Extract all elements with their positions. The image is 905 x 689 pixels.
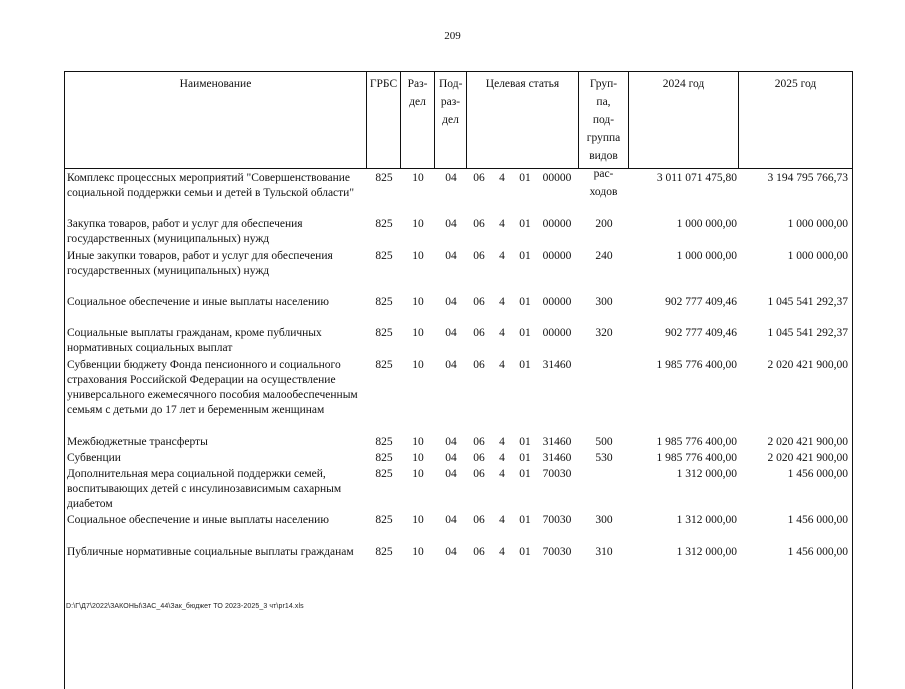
amount-2025: 1 045 541 292,37 (767, 327, 848, 339)
podrazdel-code: 04 (445, 359, 457, 371)
amount-2024: 3 011 071 475,80 (656, 172, 737, 184)
row-name: Социальные выплаты гражданам, кроме публичных нормативных социальных выплат (67, 327, 322, 354)
amount-2025: 1 456 000,00 (787, 546, 848, 558)
grbs-code: 825 (375, 296, 393, 308)
podrazdel-code: 04 (445, 218, 457, 230)
target-part-1: 06 (473, 218, 485, 230)
grbs-code: 825 (375, 546, 393, 558)
amount-2024: 1 312 000,00 (676, 468, 737, 480)
target-part-4: 70030 (542, 468, 572, 480)
target-part-2: 4 (499, 327, 505, 339)
target-part-1: 06 (473, 327, 485, 339)
amount-2025: 2 020 421 900,00 (767, 436, 848, 448)
expense-group: 240 (595, 250, 613, 262)
amount-2024: 1 312 000,00 (676, 514, 737, 526)
row-name: Социальное обеспечение и иные выплаты населению (67, 514, 329, 526)
razdel-code: 10 (412, 218, 424, 230)
razdel-code: 10 (412, 359, 424, 371)
row-name: Дополнительная мера социальной поддержки семей, воспитывающих детей с инсулинозависимым сахарным диабетом (67, 468, 342, 510)
razdel-code: 10 (412, 468, 424, 480)
podrazdel-code: 04 (445, 250, 457, 262)
podrazdel-code: 04 (445, 327, 457, 339)
target-part-1: 06 (473, 359, 485, 371)
expense-group: 200 (595, 218, 613, 230)
page-number: 209 (444, 30, 461, 42)
expense-group: 320 (595, 327, 613, 339)
podrazdel-code: 04 (445, 514, 457, 526)
amount-2025: 1 456 000,00 (787, 468, 848, 480)
target-part-3: 01 (519, 452, 531, 464)
grbs-code: 825 (375, 436, 393, 448)
expense-group: 300 (595, 514, 613, 526)
razdel-code: 10 (412, 452, 424, 464)
expense-group: 500 (595, 436, 613, 448)
target-part-2: 4 (499, 296, 505, 308)
target-part-4: 70030 (542, 546, 572, 558)
target-part-3: 01 (519, 514, 531, 526)
grbs-code: 825 (375, 514, 393, 526)
row-name: Субвенции (67, 452, 121, 464)
amount-2024: 1 000 000,00 (676, 250, 737, 262)
target-part-3: 01 (519, 327, 531, 339)
razdel-code: 10 (412, 296, 424, 308)
target-part-2: 4 (499, 452, 505, 464)
grbs-code: 825 (375, 218, 393, 230)
razdel-code: 10 (412, 172, 424, 184)
target-part-1: 06 (473, 436, 485, 448)
grbs-code: 825 (375, 327, 393, 339)
expense-group: 310 (595, 546, 613, 558)
grbs-code: 825 (375, 468, 393, 480)
target-part-2: 4 (499, 468, 505, 480)
target-part-4: 00000 (542, 172, 572, 184)
target-part-3: 01 (519, 436, 531, 448)
target-part-1: 06 (473, 296, 485, 308)
header-podrazdel: Под- раз- дел (435, 72, 467, 168)
amount-2024: 1 312 000,00 (676, 546, 737, 558)
target-part-4: 31460 (542, 436, 572, 448)
target-part-4: 31460 (542, 359, 572, 371)
target-part-2: 4 (499, 436, 505, 448)
row-name: Межбюджетные трансферты (67, 436, 208, 448)
target-part-2: 4 (499, 218, 505, 230)
podrazdel-code: 04 (445, 452, 457, 464)
row-name: Иные закупки товаров, работ и услуг для обеспечения государственных (муниципальных) нужд (67, 250, 333, 277)
target-part-4: 00000 (542, 218, 572, 230)
file-path: D:\Г\Д7\2022\ЗАКОНЫ\ЗАС_44\Зак_бюджет ТО 2023-2025_3 чт\pr14.xls (66, 603, 304, 610)
target-part-3: 01 (519, 546, 531, 558)
row-name: Комплекс процессных мероприятий "Совершенствование социальной поддержки семьи и детей в Тульской области" (67, 172, 355, 199)
header-2024: 2024 год (629, 72, 739, 168)
podrazdel-code: 04 (445, 546, 457, 558)
razdel-code: 10 (412, 546, 424, 558)
target-part-1: 06 (473, 250, 485, 262)
target-part-4: 31460 (542, 452, 572, 464)
amount-2024: 902 777 409,46 (665, 327, 737, 339)
amount-2025: 2 020 421 900,00 (767, 359, 848, 371)
amount-2024: 1 985 776 400,00 (656, 359, 737, 371)
target-part-3: 01 (519, 172, 531, 184)
target-part-1: 06 (473, 172, 485, 184)
target-part-3: 01 (519, 359, 531, 371)
header-name: Наименование (65, 72, 367, 168)
target-part-2: 4 (499, 172, 505, 184)
amount-2024: 1 985 776 400,00 (656, 452, 737, 464)
row-name: Публичные нормативные социальные выплаты гражданам (67, 546, 354, 558)
expense-group: 530 (595, 452, 613, 464)
amount-2025: 1 000 000,00 (787, 250, 848, 262)
podrazdel-code: 04 (445, 172, 457, 184)
razdel-code: 10 (412, 514, 424, 526)
razdel-code: 10 (412, 436, 424, 448)
target-part-2: 4 (499, 546, 505, 558)
target-part-2: 4 (499, 514, 505, 526)
row-name: Закупка товаров, работ и услуг для обеспечения государственных (муниципальных) нужд (67, 218, 303, 245)
amount-2025: 2 020 421 900,00 (767, 452, 848, 464)
razdel-code: 10 (412, 250, 424, 262)
header-razdel: Раз- дел (401, 72, 435, 168)
amount-2024: 1 985 776 400,00 (656, 436, 737, 448)
target-part-3: 01 (519, 250, 531, 262)
amount-2024: 902 777 409,46 (665, 296, 737, 308)
table-body (65, 169, 852, 689)
header-target: Целевая статья (467, 72, 579, 168)
podrazdel-code: 04 (445, 468, 457, 480)
target-part-2: 4 (499, 359, 505, 371)
podrazdel-code: 04 (445, 296, 457, 308)
header-2025: 2025 год (774, 78, 817, 90)
grbs-code: 825 (375, 359, 393, 371)
amount-2025: 3 194 795 766,73 (767, 172, 848, 184)
razdel-code: 10 (412, 327, 424, 339)
grbs-code: 825 (375, 172, 393, 184)
target-part-1: 06 (473, 468, 485, 480)
target-part-3: 01 (519, 296, 531, 308)
target-part-1: 06 (473, 514, 485, 526)
row-name: Социальное обеспечение и иные выплаты населению (67, 296, 329, 308)
grbs-code: 825 (375, 452, 393, 464)
grbs-code: 825 (375, 250, 393, 262)
target-part-3: 01 (519, 218, 531, 230)
amount-2024: 1 000 000,00 (676, 218, 737, 230)
amount-2025: 1 456 000,00 (787, 514, 848, 526)
header-grbs: ГРБС (367, 72, 401, 168)
target-part-4: 00000 (542, 327, 572, 339)
target-part-1: 06 (473, 546, 485, 558)
amount-2025: 1 000 000,00 (787, 218, 848, 230)
amount-2025: 1 045 541 292,37 (767, 296, 848, 308)
target-part-3: 01 (519, 468, 531, 480)
row-name: Субвенции бюджету Фонда пенсионного и социального страхования Российской Федерации на осуществление универсального ежемесячного пособия малообеспеченным семьям с детьми до 17 лет и беременным женщинам (67, 359, 358, 416)
target-part-4: 70030 (542, 514, 572, 526)
target-part-1: 06 (473, 452, 485, 464)
target-part-4: 00000 (542, 296, 572, 308)
target-part-2: 4 (499, 250, 505, 262)
budget-table (64, 71, 853, 689)
expense-group: 300 (595, 296, 613, 308)
header-group: Груп- па, под- группа видов рас- ходов (579, 72, 629, 168)
podrazdel-code: 04 (445, 436, 457, 448)
target-part-4: 00000 (542, 250, 572, 262)
